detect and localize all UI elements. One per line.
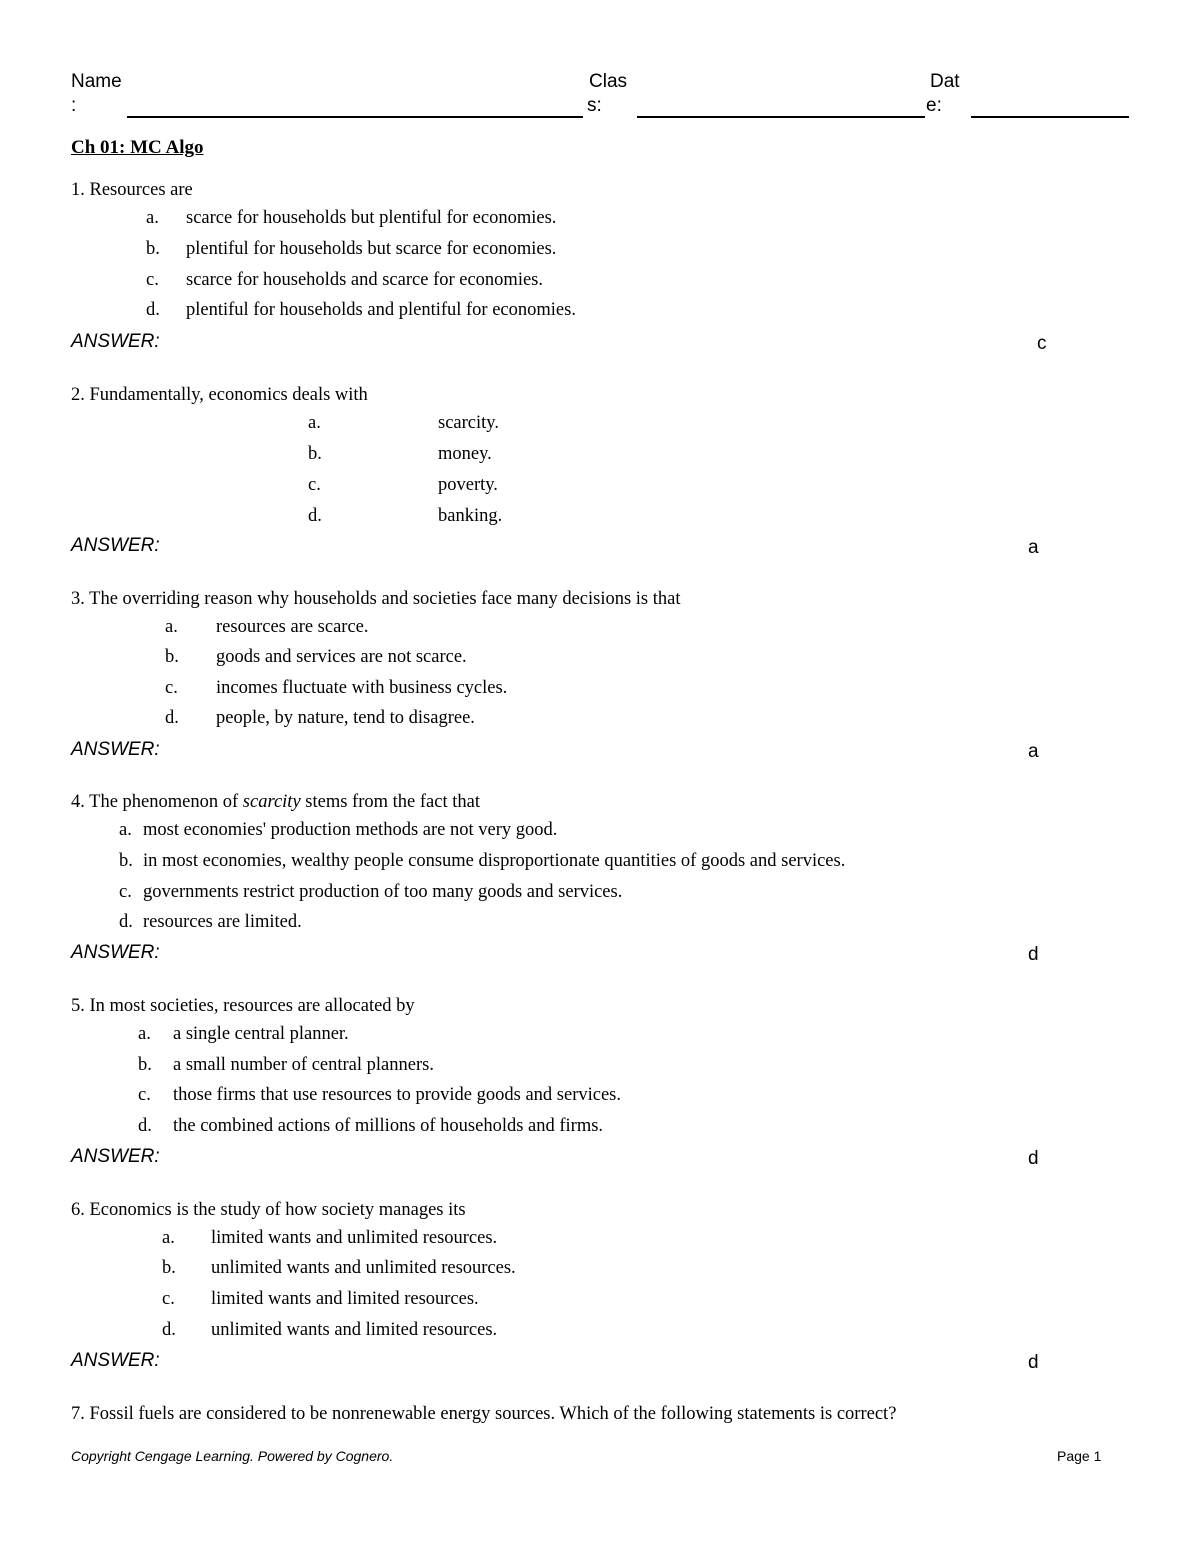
answer-value: d — [1028, 1352, 1039, 1373]
date-field-line[interactable] — [971, 116, 1129, 118]
option-letter: d. — [162, 1320, 176, 1340]
answer-value: a — [1028, 537, 1039, 558]
question-stem: 1. Resources are — [71, 180, 193, 200]
option-letter: d. — [165, 708, 179, 728]
option-letter: a. — [119, 820, 132, 840]
option-text: money. — [438, 444, 492, 464]
option-letter: c. — [162, 1289, 175, 1309]
question-stem: 3. The overriding reason why households and societies face many decisions is that — [71, 589, 681, 609]
answer-value: d — [1028, 944, 1039, 965]
option-text: resources are limited. — [143, 912, 302, 932]
option-text: resources are scarce. — [216, 617, 369, 637]
option-letter: b. — [119, 851, 133, 871]
question-stem: 6. Economics is the study of how society manages its — [71, 1200, 466, 1220]
option-text: goods and services are not scarce. — [216, 647, 467, 667]
option-text: a small number of central planners. — [173, 1055, 434, 1075]
answer-label: ANSWER: — [71, 331, 160, 352]
date-label-colon: e: — [926, 95, 942, 116]
option-text: most economies' production methods are not very good. — [143, 820, 558, 840]
answer-value: d — [1028, 1148, 1039, 1169]
option-text: governments restrict production of too many goods and services. — [143, 882, 623, 902]
option-text: in most economies, wealthy people consume disproportionate quantities of goods and services. — [143, 851, 846, 871]
name-label: Name — [71, 71, 122, 92]
option-text: people, by nature, tend to disagree. — [216, 708, 475, 728]
question-stem-italic: scarcity — [242, 792, 301, 812]
answer-label: ANSWER: — [71, 739, 160, 760]
option-letter: a. — [308, 413, 321, 433]
name-field-line[interactable] — [127, 116, 583, 118]
option-letter: b. — [162, 1258, 176, 1278]
option-text: scarcity. — [438, 413, 499, 433]
answer-label: ANSWER: — [71, 535, 160, 556]
option-letter: d. — [138, 1116, 152, 1136]
option-letter: b. — [138, 1055, 152, 1075]
option-letter: c. — [138, 1085, 151, 1105]
option-letter: d. — [146, 300, 160, 320]
question-stem — [71, 792, 480, 813]
name-label-colon: : — [71, 95, 77, 116]
option-text: poverty. — [438, 475, 498, 495]
option-letter: c. — [119, 882, 132, 902]
option-text: scarce for households but plentiful for economies. — [186, 208, 557, 228]
option-letter: b. — [165, 647, 179, 667]
answer-label: ANSWER: — [71, 1146, 160, 1167]
question-stem-pre: 4. The phenomenon of — [71, 792, 243, 812]
answer-label: ANSWER: — [71, 942, 160, 963]
question-stem: 2. Fundamentally, economics deals with — [71, 385, 368, 405]
option-letter: c. — [146, 270, 159, 290]
option-text: unlimited wants and unlimited resources. — [211, 1258, 516, 1278]
footer-page-number: Page 1 — [1057, 1448, 1102, 1464]
option-text: a single central planner. — [173, 1024, 349, 1044]
option-text: incomes fluctuate with business cycles. — [216, 678, 508, 698]
option-text: unlimited wants and limited resources. — [211, 1320, 498, 1340]
option-letter: d. — [119, 912, 133, 932]
question-stem: 7. Fossil fuels are considered to be nonrenewable energy sources. Which of the following statements is correct? — [71, 1404, 897, 1424]
option-letter: a. — [162, 1228, 175, 1248]
date-label: Dat — [930, 71, 960, 92]
option-letter: b. — [146, 239, 160, 259]
class-field-line[interactable] — [637, 116, 925, 118]
question-stem: 5. In most societies, resources are allocated by — [71, 996, 415, 1016]
footer-copyright: Copyright Cengage Learning. Powered by Cognero. — [71, 1448, 394, 1464]
option-letter: b. — [308, 444, 322, 464]
answer-label: ANSWER: — [71, 1350, 160, 1371]
option-text: banking. — [438, 506, 503, 526]
answer-value: a — [1028, 741, 1039, 762]
question-stem-post: stems from the fact that — [300, 792, 480, 812]
option-letter: a. — [146, 208, 159, 228]
option-text: scarce for households and scarce for economies. — [186, 270, 544, 290]
option-text: plentiful for households but scarce for economies. — [186, 239, 557, 259]
class-label: Clas — [589, 71, 628, 92]
option-letter: d. — [308, 506, 322, 526]
option-text: the combined actions of millions of households and firms. — [173, 1116, 604, 1136]
answer-value: c — [1037, 333, 1047, 354]
option-text: limited wants and limited resources. — [211, 1289, 479, 1309]
option-letter: c. — [165, 678, 178, 698]
class-label-colon: s: — [587, 95, 602, 116]
option-letter: c. — [308, 475, 321, 495]
option-text: plentiful for households and plentiful for economies. — [186, 300, 576, 320]
option-letter: a. — [165, 617, 178, 637]
option-text: those firms that use resources to provide goods and services. — [173, 1085, 622, 1105]
option-text: limited wants and unlimited resources. — [211, 1228, 498, 1248]
option-letter: a. — [138, 1024, 151, 1044]
page-title: Ch 01: MC Algo — [71, 137, 204, 158]
